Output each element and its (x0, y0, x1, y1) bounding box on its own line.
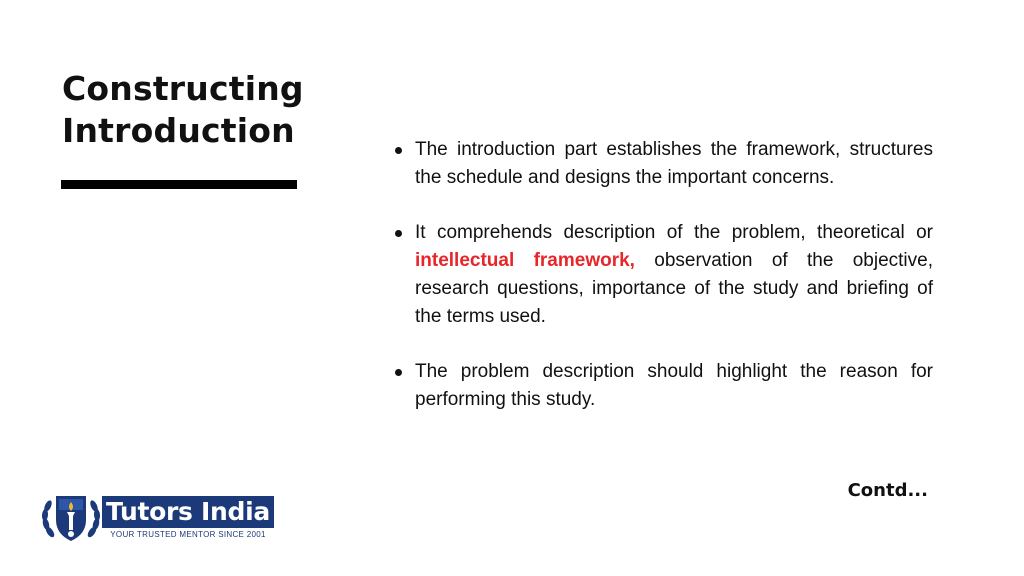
logo-name: Tutors India (102, 496, 274, 528)
bullet-2-highlight: intellectual framework, (415, 250, 635, 271)
bullet-item-3 (393, 358, 933, 414)
bullet-3-text: The problem description should highlight the reason for performing this study. (415, 361, 933, 410)
logo-tagline: YOUR TRUSTED MENTOR SINCE 2001 (110, 530, 266, 539)
bullet-1-text: The introduction part establishes the framework, structures the schedule and designs the important concerns. (415, 139, 933, 188)
continued-label: Contd... (847, 480, 928, 501)
slide-title (62, 68, 362, 152)
bullet-2-text-before: It comprehends description of the problem, theoretical or (415, 222, 933, 243)
tutors-india-logo (38, 492, 278, 544)
laurel-torch-emblem-icon (38, 492, 104, 544)
logo-wordmark (102, 496, 274, 540)
bullet-item-1 (393, 136, 933, 192)
bullet-item-2 (393, 219, 933, 331)
bullet-list (393, 136, 933, 441)
slide-title-line-2: Introduction (62, 111, 295, 150)
title-underline-rule (61, 180, 297, 189)
bullet-2-text-after: observation of the objective, research questions, importance of the study and briefing of the terms used. (415, 250, 933, 327)
slide-title-line-1: Constructing (62, 69, 304, 108)
